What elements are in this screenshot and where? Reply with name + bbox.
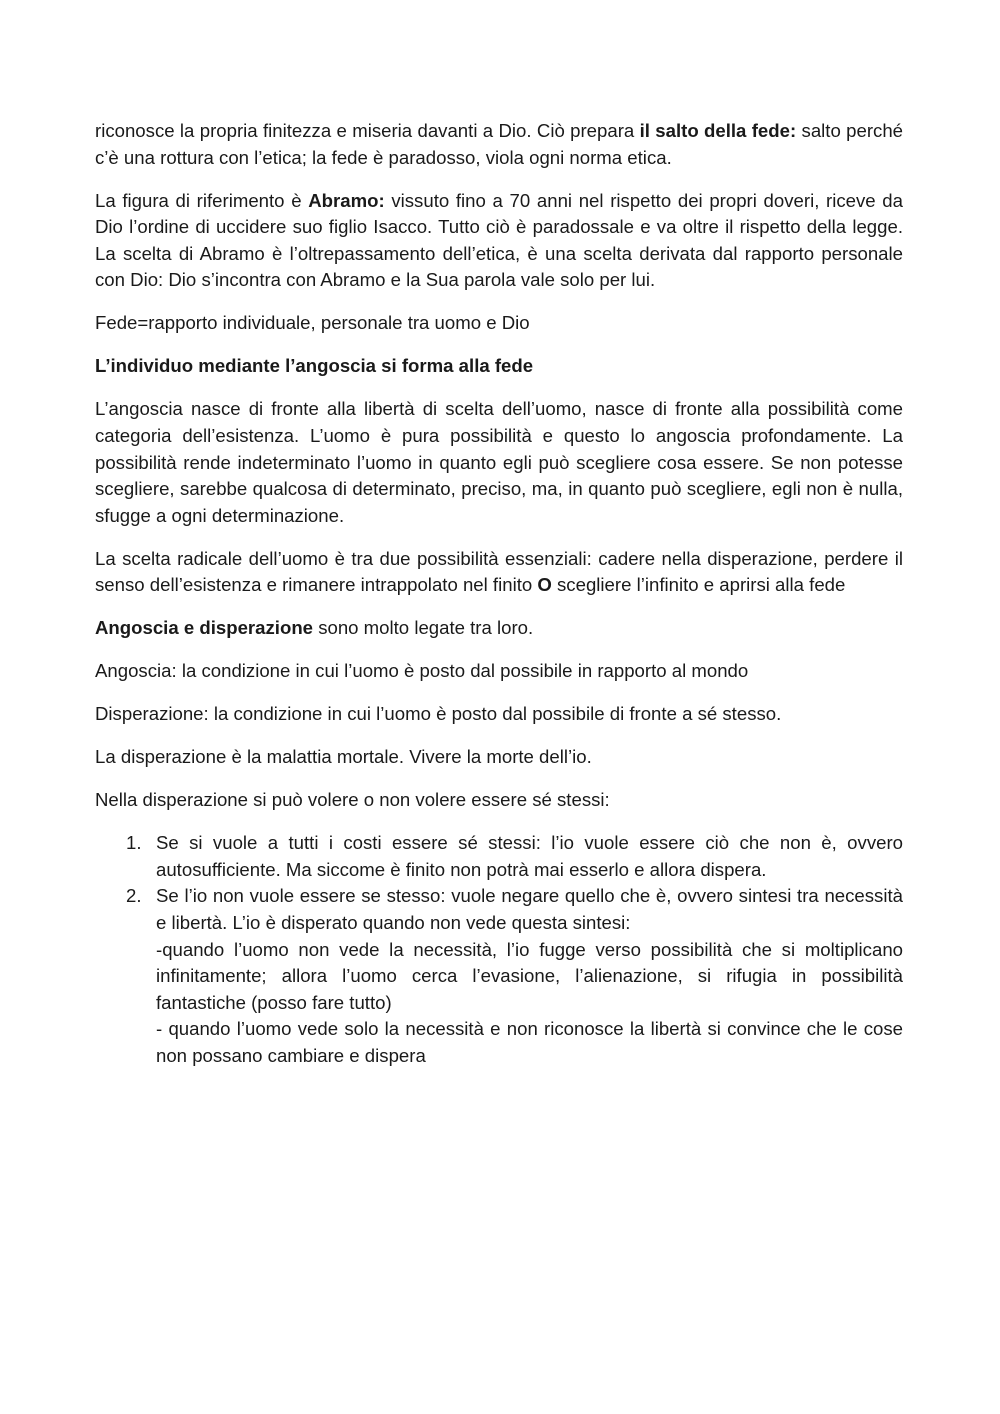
paragraph-text: vissuto fino a 70 anni nel rispetto dei propri doveri, riceve da Dio l’ordine di uccidere suo figlio Isacco. Tutto ciò è paradossale e va oltre il rispetto della legge. La scelta di Abramo è l’oltrepassamento dell’etica, è una scelta derivata dal rapporto personale con Dio: Dio s’incontra con Abramo e la Sua parola vale solo per lui.	[95, 189, 903, 291]
paragraph-abramo	[95, 188, 903, 294]
paragraph-angoscia: L’angoscia nasce di fronte alla libertà di scelta dell’uomo, nasce di fronte alla possibilità come categoria dell’esistenza. L’uomo è pura possibilità e questo lo angoscia profondamente. La possibilità rende indeterminato l’uomo in quanto egli può scegliere cosa essere. Se non potesse scegliere, sarebbe qualcosa di determinato, preciso, ma, in quanto può scegliere, egli non è nulla, sfugge a ogni determinazione.	[95, 398, 903, 526]
list-item-text: Se si vuole a tutti i costi essere sé stessi: l’io vuole essere ciò che non è, ovvero autosufficiente. Ma siccome è finito non potrà mai esserlo e allora dispera.	[156, 832, 903, 880]
section-heading	[95, 353, 903, 380]
list-item	[95, 830, 903, 883]
document-page	[95, 118, 903, 1070]
numbered-list	[95, 830, 903, 1069]
bold-term: Abramo:	[308, 189, 385, 211]
list-item	[95, 883, 903, 1069]
list-number: 1.	[126, 832, 142, 854]
paragraph-text: La figura di riferimento è	[95, 189, 309, 211]
paragraph-disperazione-definition: Disperazione: la condizione in cui l’uomo è posto dal possibile di fronte a sé stesso.	[95, 703, 782, 725]
paragraph-salto-fede	[95, 118, 903, 171]
paragraph-text: scegliere l’infinito e aprirsi alla fede	[551, 574, 846, 596]
bold-term: Angoscia e disperazione	[95, 617, 314, 639]
list-item-subpoint: - quando l’uomo vede solo la necessità e non riconosce la libertà si convince che le cose non possano cambiare e dispera	[156, 1018, 903, 1066]
paragraph-text: sono molto legate tra loro.	[313, 617, 534, 639]
paragraph-angoscia-definition: Angoscia: la condizione in cui l’uomo è posto dal possibile in rapporto al mondo	[95, 660, 749, 682]
list-number: 2.	[126, 885, 142, 907]
list-item-text: Se l’io non vuole essere se stesso: vuole negare quello che è, ovvero sintesi tra necessità e libertà. L’io è disperato quando non vede questa sintesi:	[156, 885, 903, 933]
paragraph-text: La scelta radicale dell’uomo è tra due possibilità essenziali: cadere nella disperazione, perdere il senso dell’esistenza e rimanere intrappolato nel finito	[95, 547, 903, 596]
paragraph-text: salto perché c’è una rottura con l’etica; la fede è paradosso, viola ogni norma etica.	[95, 120, 903, 168]
list-item-subpoint: -quando l’uomo non vede la necessità, l’io fugge verso possibilità che si moltiplicano infinitamente; allora l’uomo cerca l’evasione, l’alienazione, si rifugia in possibilità fantastiche (posso fare tutto)	[156, 938, 903, 1013]
paragraph-text: riconosce la propria finitezza e miseria davanti a Dio. Ciò prepara	[95, 120, 640, 141]
paragraph-scelta-radicale	[95, 546, 903, 599]
bold-term: il salto della fede:	[639, 120, 797, 141]
heading-text: L’individuo mediante l’angoscia si forma alla fede	[95, 355, 534, 377]
paragraph-malattia-mortale: La disperazione è la malattia mortale. Vivere la morte dell’io.	[95, 746, 592, 768]
paragraph-list-intro: Nella disperazione si può volere o non volere essere sé stessi:	[95, 789, 610, 811]
paragraph-angoscia-disperazione	[95, 615, 903, 642]
bold-term: O	[537, 574, 552, 596]
paragraph-fede-definition: Fede=rapporto individuale, personale tra uomo e Dio	[95, 312, 530, 334]
